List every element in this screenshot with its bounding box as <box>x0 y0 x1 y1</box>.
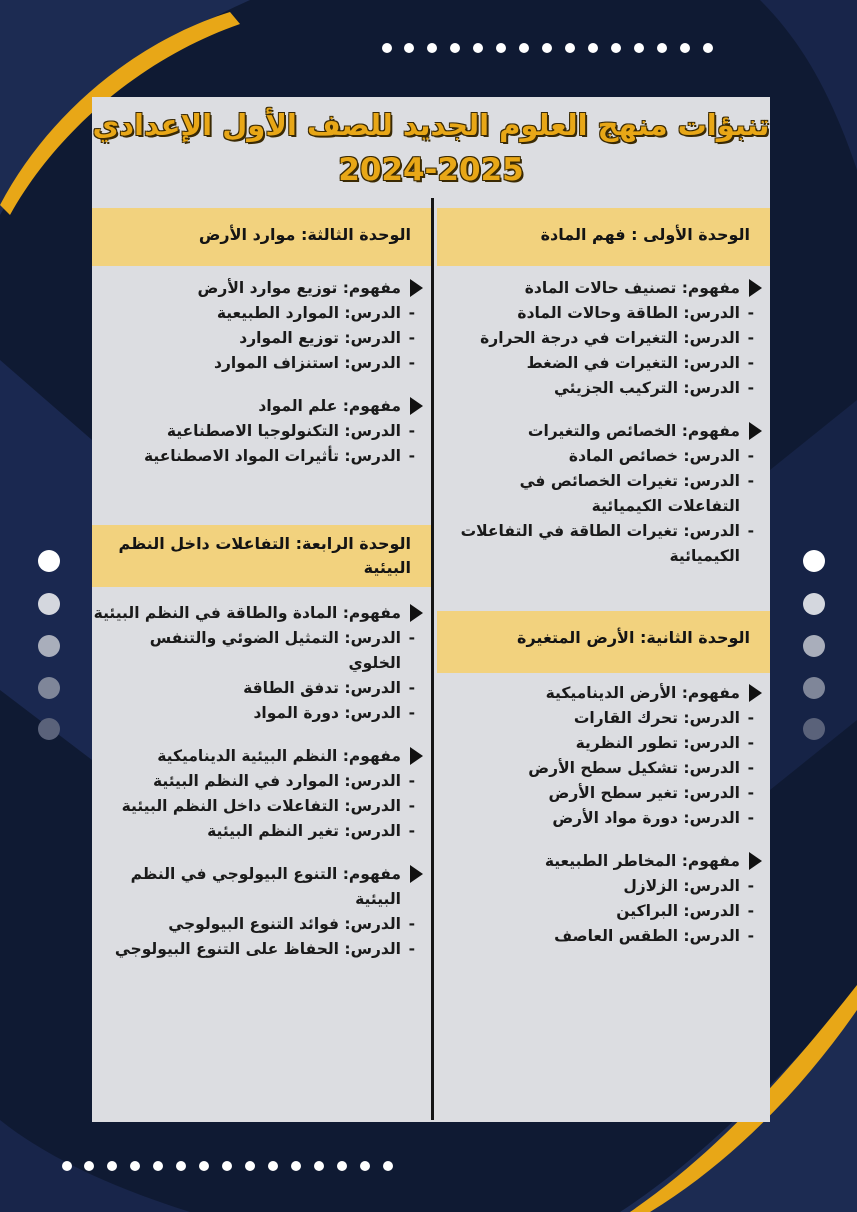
page-title <box>92 102 770 192</box>
concept-title: مفهوم: التنوع البيولوجي في النظم البيئية <box>92 862 431 912</box>
title-line-2: 2024-2025 <box>338 152 524 188</box>
triangle-left-icon <box>749 422 762 440</box>
triangle-left-icon <box>410 747 423 765</box>
lesson-item: - الدرس: تغير النظم البيئية <box>207 822 415 840</box>
lesson-item: - الدرس: تغير سطح الأرض <box>548 784 754 802</box>
lesson-item: - الدرس: تأثيرات المواد الاصطناعية <box>143 447 415 465</box>
concept-title: مفهوم: المادة والطاقة في النظم البيئية <box>92 601 431 626</box>
lesson-item: - الدرس: خصائص المادة <box>568 447 754 465</box>
unit-1-heading: الوحدة الأولى : فهم المادة <box>437 208 770 266</box>
concept-title: مفهوم: المخاطر الطبيعية <box>437 849 770 874</box>
lesson-item: - الدرس: التفاعلات داخل النظم البيئية <box>121 797 415 815</box>
lesson-item: - الدرس: الحفاظ على التنوع البيولوجي <box>114 940 415 958</box>
lesson-item: - الدرس: التغيرات في درجة الحرارة <box>480 329 754 347</box>
lesson-item: - الدرس: التغيرات في الضغط <box>526 354 754 372</box>
lesson-item: - الدرس: الطاقة وحالات المادة <box>517 304 754 322</box>
lesson-item: - الدرس: فوائد التنوع البيولوجي <box>168 915 415 933</box>
concept-title: مفهوم: الخصائص والتغيرات <box>437 419 770 444</box>
triangle-left-icon <box>749 279 762 297</box>
concept-title: مفهوم: الأرض الديناميكية <box>437 681 770 706</box>
triangle-left-icon <box>410 604 423 622</box>
lesson-item: - الدرس: تدفق الطاقة <box>243 679 415 697</box>
triangle-left-icon <box>410 865 423 883</box>
unit-4-heading: الوحدة الرابعة: التفاعلات داخل النظم البيئية <box>92 525 431 587</box>
lesson-item: - الدرس: الزلازل <box>623 877 754 895</box>
lesson-item: - الدرس: تغيرات الخصائص في التفاعلات الكيميائية <box>519 472 754 515</box>
lesson-item: - الدرس: التركيب الجزيئي <box>553 379 754 397</box>
concept-title: مفهوم: علم المواد <box>92 394 431 419</box>
lesson-item: - الدرس: تغيرات الطاقة في التفاعلات الكيميائية <box>460 522 754 565</box>
triangle-left-icon <box>410 279 423 297</box>
lesson-item: - الدرس: البراكين <box>616 902 754 920</box>
column-divider <box>431 198 434 1120</box>
lesson-item: - الدرس: تحرك القارات <box>573 709 754 727</box>
unit-3-heading: الوحدة الثالثة: موارد الأرض <box>92 208 431 266</box>
lesson-item: - الدرس: الطقس العاصف <box>554 927 754 945</box>
lesson-item: - الدرس: تطور النظرية <box>575 734 754 752</box>
lesson-item: - الدرس: دورة مواد الأرض <box>552 809 754 827</box>
right-column <box>437 208 770 949</box>
lesson-item: - الدرس: دورة المواد <box>253 704 415 722</box>
lesson-item: - الدرس: توزيع الموارد <box>239 329 415 347</box>
concept-title: مفهوم: تصنيف حالات المادة <box>437 276 770 301</box>
left-column <box>92 208 431 962</box>
triangle-left-icon <box>749 684 762 702</box>
lesson-item: - الدرس: التمثيل الضوئي والتنفس الخلوي <box>149 629 415 672</box>
lesson-item: - الدرس: التكنولوجيا الاصطناعية <box>166 422 415 440</box>
title-line-1: تنبؤات منهج العلوم الجديد للصف الأول الإعدادي <box>92 108 770 142</box>
unit-2-heading: الوحدة الثانية: الأرض المتغيرة <box>437 611 770 673</box>
lesson-item: - الدرس: الموارد الطبيعية <box>216 304 415 322</box>
lesson-item: - الدرس: استنزاف الموارد <box>214 354 415 372</box>
triangle-left-icon <box>410 397 423 415</box>
concept-title: مفهوم: النظم البيئية الديناميكية <box>92 744 431 769</box>
concept-title: مفهوم: توزيع موارد الأرض <box>92 276 431 301</box>
lesson-item: - الدرس: تشكيل سطح الأرض <box>528 759 754 777</box>
lesson-item: - الدرس: الموارد في النظم البيئية <box>153 772 415 790</box>
triangle-left-icon <box>749 852 762 870</box>
